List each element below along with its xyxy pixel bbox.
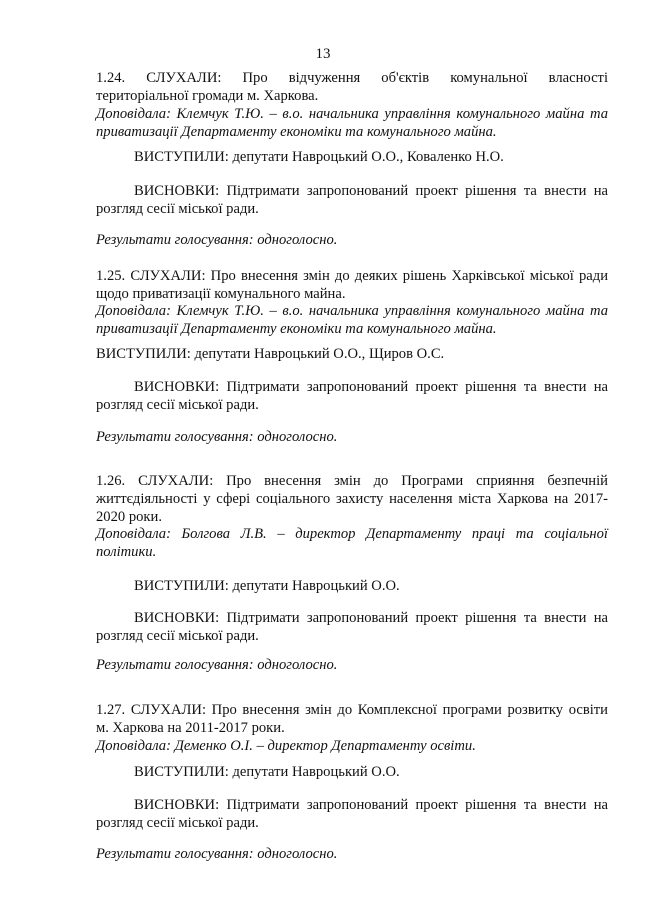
vote-result: Результати голосування: одноголосно. (96, 232, 338, 248)
heard-line: 2020 роки. (96, 509, 162, 525)
conclusions-line: розгляд сесії міської ради. (96, 815, 259, 831)
vote-result: Результати голосування: одноголосно. (96, 429, 338, 445)
conclusions-line: розгляд сесії міської ради. (96, 397, 259, 413)
conclusions-line: ВИСНОВКИ: Підтримати запропонований проект рішення та внести на (134, 183, 608, 199)
conclusions-line: ВИСНОВКИ: Підтримати запропонований проект рішення та внести на (134, 797, 608, 813)
conclusions-line: ВИСНОВКИ: Підтримати запропонований проект рішення та внести на (134, 379, 608, 395)
vote-result: Результати голосування: одноголосно. (96, 846, 338, 862)
conclusions-line: розгляд сесії міської ради. (96, 628, 259, 644)
conclusions-line: розгляд сесії міської ради. (96, 201, 259, 217)
spoke-line: ВИСТУПИЛИ: депутати Навроцький О.О., Щиров О.С. (96, 346, 445, 362)
conclusions-block (96, 182, 608, 218)
heard-line: 1.27. СЛУХАЛИ: Про внесення змін до Комплексної програми розвитку освіти (96, 702, 608, 718)
agenda-item-1-26 (96, 472, 608, 526)
conclusions-block (96, 609, 608, 645)
agenda-item-1-25 (96, 267, 608, 303)
speaker-line: Доповідала: Клемчук Т.Ю. – в.о. начальника управління комунального майна та (96, 303, 608, 319)
agenda-item-1-24 (96, 69, 608, 105)
heard-line: 1.26. СЛУХАЛИ: Про внесення змін до Програми сприяння безпечній (96, 473, 608, 489)
heard-line: м. Харкова на 2011-2017 роки. (96, 720, 285, 736)
spoke-line: ВИСТУПИЛИ: депутати Навроцький О.О., Коваленко Н.О. (134, 149, 504, 165)
heard-line: життєдіяльності у сфері соціального захисту населення міста Харкова на 2017- (96, 491, 608, 507)
vote-result: Результати голосування: одноголосно. (96, 657, 338, 673)
heard-line: 1.24. СЛУХАЛИ: Про відчуження об'єктів комунальної власності (96, 70, 608, 86)
spoke-line: ВИСТУПИЛИ: депутати Навроцький О.О. (134, 578, 400, 594)
speaker-block (96, 302, 608, 338)
speaker-line: приватизації Департаменту економіки та комунального майна. (96, 124, 497, 140)
page-number: 13 (315, 46, 331, 62)
heard-line: територіальної громади м. Харкова. (96, 88, 319, 104)
agenda-item-1-27 (96, 701, 608, 737)
heard-line: щодо приватизації комунального майна. (96, 286, 346, 302)
speaker-line: приватизації Департаменту економіки та комунального майна. (96, 321, 497, 337)
spoke-line: ВИСТУПИЛИ: депутати Навроцький О.О. (134, 764, 400, 780)
speaker-block (96, 105, 608, 141)
speaker-block (96, 525, 608, 561)
conclusions-block (96, 796, 608, 832)
conclusions-block (96, 378, 608, 414)
conclusions-line: ВИСНОВКИ: Підтримати запропонований проект рішення та внести на (134, 610, 608, 626)
speaker-line: Доповідала: Болгова Л.В. – директор Департаменту праці та соціальної (96, 526, 608, 542)
speaker-line: Доповідала: Деменко О.І. – директор Департаменту освіти. (96, 738, 476, 754)
heard-line: 1.25. СЛУХАЛИ: Про внесення змін до деяких рішень Харківської міської ради (96, 268, 608, 284)
speaker-line: Доповідала: Клемчук Т.Ю. – в.о. начальника управління комунального майна та (96, 106, 608, 122)
speaker-line: політики. (96, 544, 157, 560)
